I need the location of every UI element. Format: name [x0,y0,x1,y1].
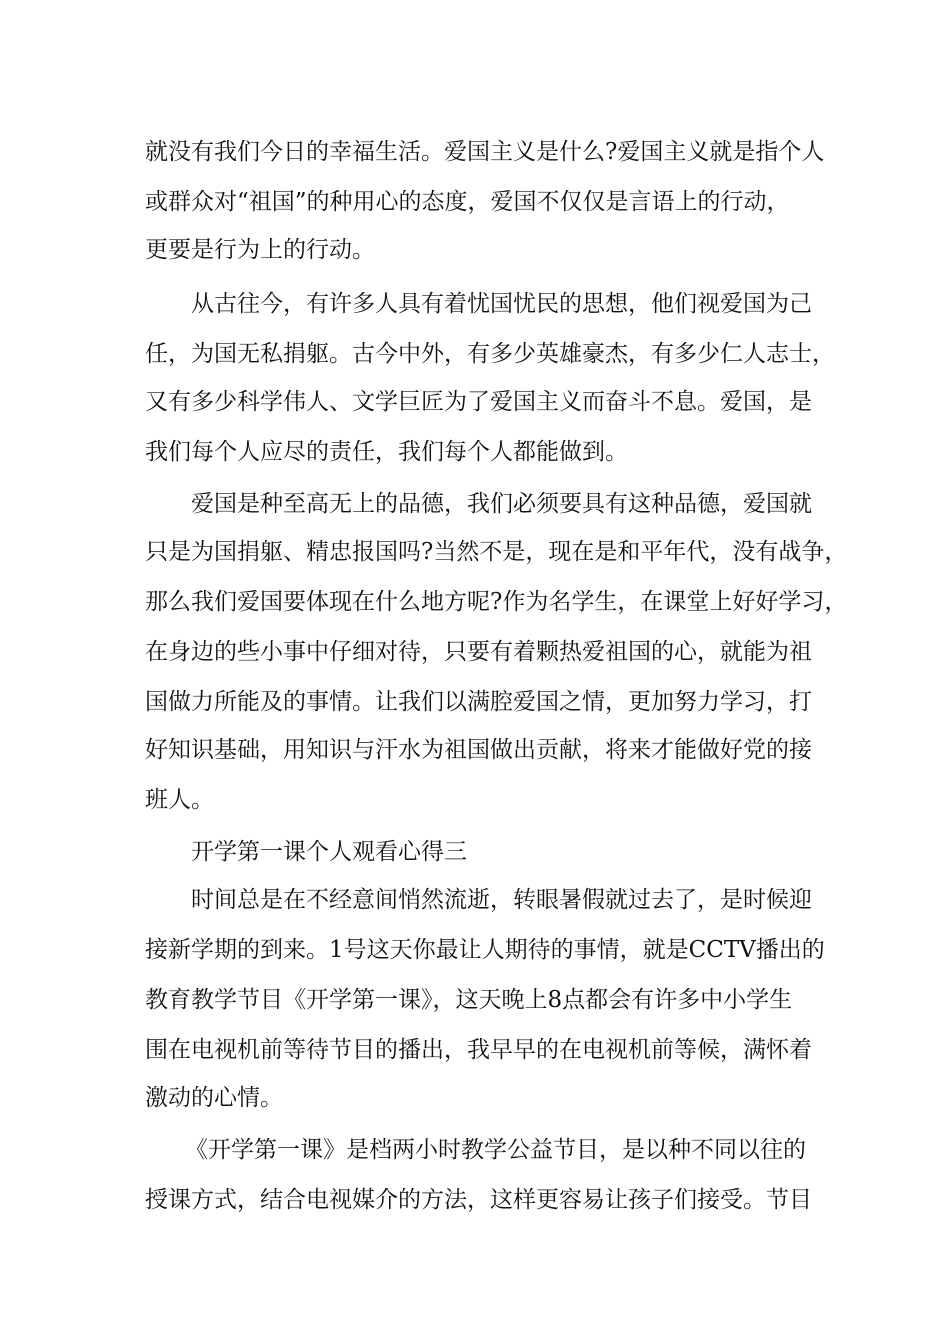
text-line: 时间总是在不经意间悄然流逝，转眼暑假就过去了，是时候迎 [191,887,812,913]
text-line: 任，为国无私捐躯。古今中外，有多少英雄豪杰，有多少仁人志士， [145,341,835,367]
text-line: 我们每个人应尽的责任，我们每个人都能做到。 [145,439,628,465]
text-line: 《开学第一课》是档两小时教学公益节目，是以种不同以往的 [185,1137,806,1163]
text-line: 激动的心情。 [145,1085,283,1111]
text-line: 更要是行为上的行动。 [145,237,375,263]
text-line: 接新学期的到来。1号这天你最让人期待的事情，就是CCTV播出的 [145,937,825,963]
text-line: 围在电视机前等待节目的播出，我早早的在电视机前等候，满怀着 [145,1037,812,1063]
text-line: 从古往今，有许多人具有着忧国忧民的思想，他们视爱国为己 [191,291,812,317]
text-line: 就没有我们今日的幸福生活。爱国主义是什么?爱国主义就是指个人 [145,139,825,165]
text-line: 国做力所能及的事情。让我们以满腔爱国之情，更加努力学习，打 [145,689,812,715]
text-line: 爱国是种至高无上的品德，我们必须要具有这种品德，爱国就 [191,491,812,517]
text-line: 教育教学节目《开学第一课》，这天晚上8点都会有许多中小学生 [145,987,793,1013]
text-line: 授课方式，结合电视媒介的方法，这样更容易让孩子们接受。节目 [145,1187,812,1213]
text-line: 又有多少科学伟人、文学巨匠为了爱国主义而奋斗不息。爱国，是 [145,389,812,415]
heading-line: 开学第一课个人观看心得三 [191,839,467,865]
text-line: 在身边的些小事中仔细对待，只要有着颗热爱祖国的心，就能为祖 [145,639,812,665]
text-line: 班人。 [145,787,214,813]
text-line: 或群众对“祖国”的种用心的态度，爱国不仅仅是言语上的行动， [145,189,790,215]
text-line: 好知识基础，用知识与汗水为祖国做出贡献，将来才能做好党的接 [145,737,812,763]
text-line: 只是为国捐躯、精忠报国吗?当然不是，现在是和平年代，没有战争， [145,539,848,565]
text-line: 那么我们爱国要体现在什么地方呢?作为名学生，在课堂上好好学习， [145,589,848,615]
